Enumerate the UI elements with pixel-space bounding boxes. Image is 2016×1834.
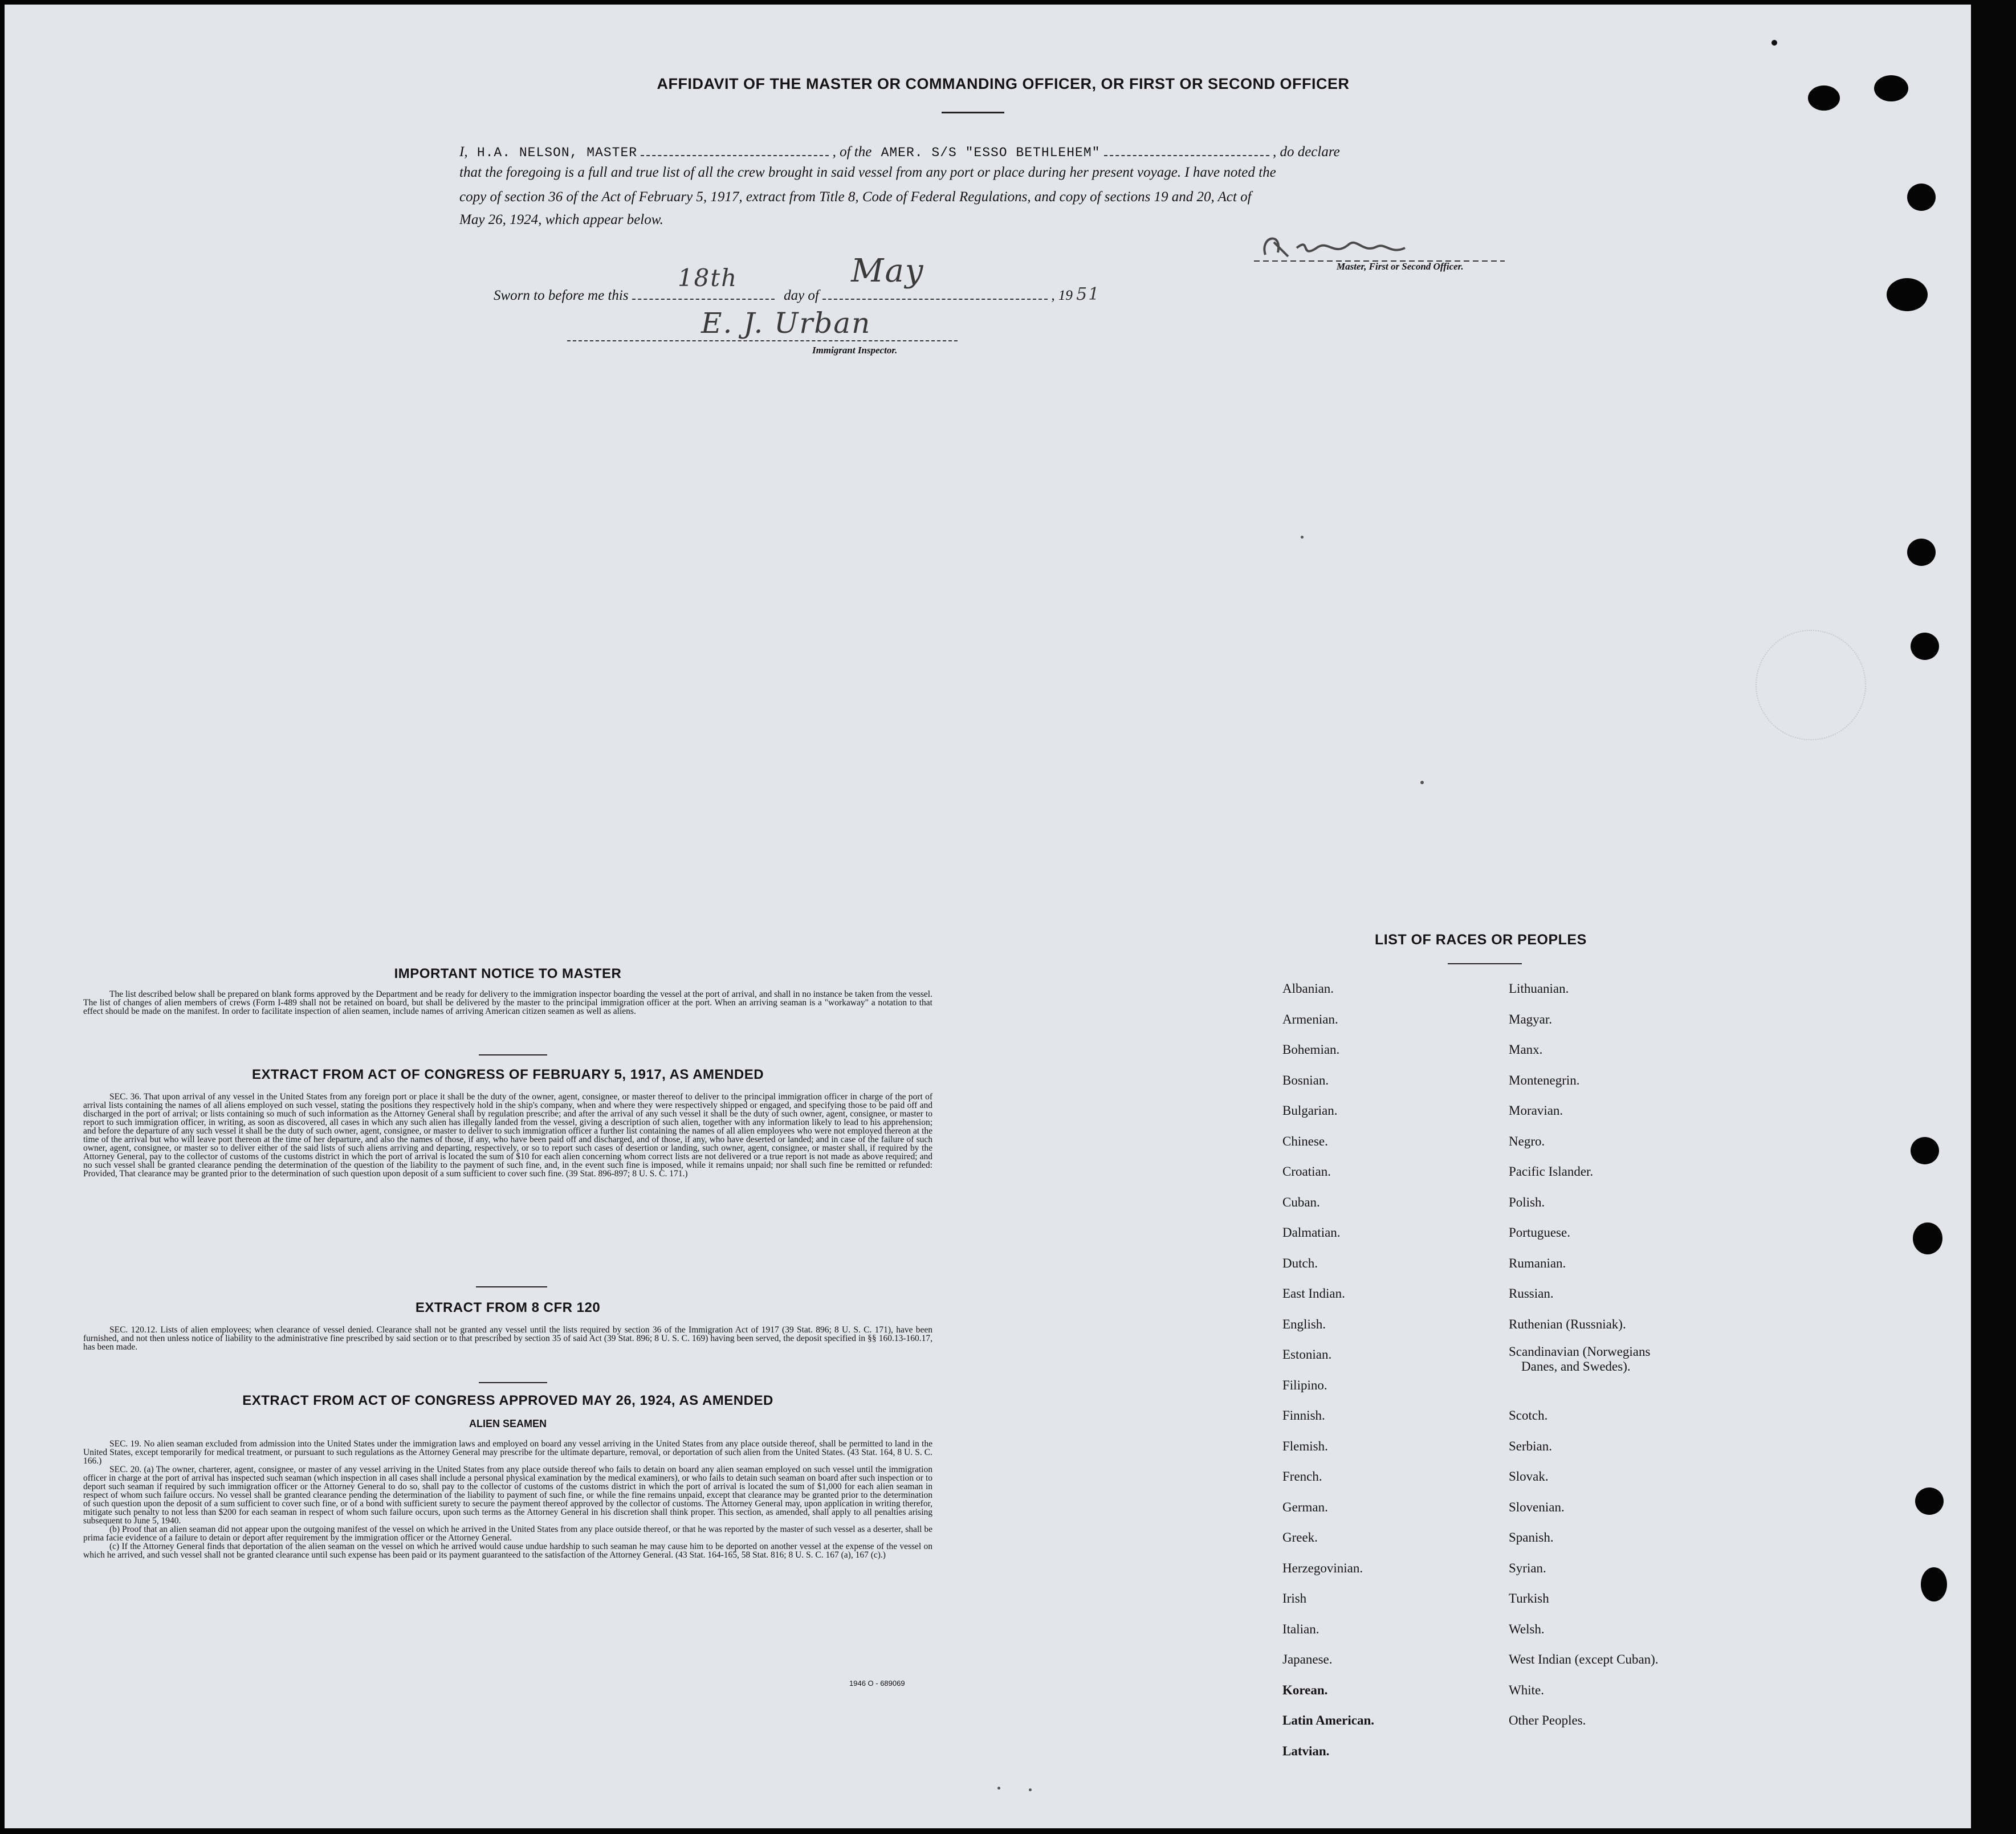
race-item: Russian. (1509, 1286, 1554, 1301)
punch-hole (1808, 85, 1840, 111)
race-item: Other Peoples. (1509, 1713, 1586, 1727)
punch-hole (1915, 1487, 1944, 1515)
race-item: Manx. (1509, 1042, 1543, 1057)
race-item: Bohemian. (1282, 1042, 1340, 1057)
affidavit-line-4: May 26, 1924, which appear below. (459, 212, 663, 227)
notice-paragraph: The list described below shall be prepared on blank forms approved by the Department and be ready for delivery to the immigration inspector boarding the vessel at the port of arrival, and shall in no instance be taken from the vessel. The list of changes of alien members of crews (Form I-489 shall not be retained on board, but shall be delivered by the master to the principal immigration officer at the port. When an arriving seaman is a "workaway" a notation to that effect should be made on the manifest. In order to facilitate inspection of alien seamen, include names of arriving American citizen seamen as well as aliens. (83, 989, 932, 1016)
race-item: Latvian. (1282, 1743, 1330, 1758)
print-code: 1946 O - 689069 (849, 1679, 905, 1688)
punch-hole (1911, 633, 1939, 660)
sworn-month: May (851, 252, 924, 290)
races-heading: LIST OF RACES OR PEOPLES (1375, 932, 1587, 948)
race-item: Cuban. (1282, 1195, 1320, 1209)
race-item: Armenian. (1282, 1012, 1338, 1026)
extract-cfr-heading: EXTRACT FROM 8 CFR 120 (415, 1300, 601, 1315)
sworn-year: 51 (1076, 284, 1101, 304)
race-item: Chinese. (1282, 1134, 1328, 1148)
sec-20c-paragraph: (c) If the Attorney General finds that deportation of the alien seaman on the vessel on which he arrived would cause undue hardship to such seaman he may cause him to be deported on another vessel at the expense of the vessel on which he arrived, and such vessel shall not be granted clearance until such expense has been paid or its payment guaranteed to the satisfaction of the Attorney General. (43 Stat. 164-165, 58 Stat. 816; 8 U. S. C. 167 (a), 167 (c).) (83, 1542, 932, 1560)
section-rule (479, 1382, 547, 1383)
race-item: Latin American. (1282, 1713, 1374, 1727)
race-item: Korean. (1282, 1682, 1328, 1697)
race-item: Japanese. (1282, 1652, 1333, 1666)
sworn-prefix: Sworn to before me this (494, 288, 629, 303)
punch-hole (1913, 1222, 1942, 1254)
section-rule (479, 1054, 547, 1055)
race-item: Flemish. (1282, 1438, 1328, 1453)
do-declare-label: , do declare (1272, 144, 1340, 160)
punch-hole (1874, 75, 1908, 101)
affidavit-prefix: I, (459, 144, 468, 160)
sworn-day: 18th (677, 264, 738, 292)
scan-speck (1771, 40, 1777, 46)
race-item: Spanish. (1509, 1530, 1554, 1544)
race-item: Herzegovinian. (1282, 1560, 1363, 1575)
race-item: Portuguese. (1509, 1225, 1570, 1240)
race-item: Finnish. (1282, 1408, 1325, 1423)
day-of-label: day of (784, 288, 819, 303)
punch-hole (1911, 1137, 1939, 1164)
affidavit-line-2: that the foregoing is a full and true list of all the crew brought in said vessel from any port or place during her present voyage. I have noted the (459, 165, 1276, 180)
race-item: Bosnian. (1282, 1073, 1329, 1087)
notice-text (83, 990, 932, 1016)
master-signature-caption: Master, First or Second Officer. (1337, 261, 1464, 272)
race-item: Rumanian. (1509, 1256, 1566, 1270)
race-item: Danes, and Swedes). (1521, 1359, 1631, 1374)
race-item: West Indian (except Cuban). (1509, 1652, 1659, 1666)
scan-speck (1420, 781, 1424, 784)
section-rule (476, 1286, 547, 1287)
race-item: Dalmatian. (1282, 1225, 1341, 1240)
race-item: Moravian. (1509, 1103, 1563, 1118)
sec-20a-paragraph: SEC. 20. (a) The owner, charterer, agent, consignee, or master of any vessel arriving in the United States from any place outside thereof who fails to detain on board any alien seaman employed on such vessel until the immigration officer in charge at the port of arrival has inspected such seaman (which inspection in all cases shall include a personal physical examination by the medical examiners), or who fails to detain such seaman on board after such inspection or to deport such seaman if required by such immigration officer or the Attorney General to do so, shall pay to the collector of customs of the customs district in which the port of arrival is located the sum of $1,000 for each alien seaman in respect of whom such failure occurs. No vessel shall be granted clearance pending the determination of the liability to payment of such fine, or while the fine remains unpaid, except that clearance may be granted prior to the determination of such question upon the deposit of a sum sufficient to cover such fine, or of a bond with sufficient surety to secure the payment thereof approved by the collector of customs. The Attorney General may, upon application in writing therefor, mitigate such penalty to not less than $200 for each seaman in respect of whom such failure occurs, upon such terms as the Attorney General in his discretion shall think proper. This section, as amended, shall apply to all penalties arising subsequent to June 5, 1940. (83, 1465, 932, 1526)
inspector-signature: E. J. Urban (701, 307, 871, 340)
race-item: Magyar. (1509, 1012, 1553, 1026)
extract-cfr-paragraph: SEC. 120.12. Lists of alien employees; when clearance of vessel denied. Clearance shall not be granted any vessel until the lists required by section 36 of the Immigration Act of 1917 (39 Stat. 896; 8 U. S. C. 171), have been furnished, and not then unless notice of liability to the administrative fine prescribed by said section or to that prescribed by section 35 of said Act (39 Stat. 896; 8 U. S. C. 169) having been served, the deposit specified in §§ 160.13-160.17, has been made. (83, 1325, 932, 1352)
affidavit-line-1 (459, 141, 1340, 164)
title-rule (942, 112, 1004, 113)
race-item: Turkish (1509, 1591, 1549, 1605)
year-prefix: , 19 (1051, 288, 1073, 303)
scan-speck (1029, 1788, 1032, 1791)
scan-speck (1301, 536, 1304, 539)
punch-hole (1907, 539, 1936, 566)
extract-1917-text (83, 1093, 932, 1178)
scan-speck (997, 1787, 1000, 1790)
punch-hole (1907, 184, 1936, 211)
race-item: Filipino. (1282, 1377, 1327, 1392)
extract-1917-paragraph: SEC. 36. That upon arrival of any vessel in the United States from any foreign port or place it shall be the duty of the owner, agent, consignee, or master thereof to deliver to the principal immigration officer in charge of the port of arrival lists containing the names of all aliens employed on such vessel, stating the positions they respectively hold in the ship's company, when and where they were respectively shipped or engaged, and specifying those to be paid off and discharged in the port of arrival; or lists containing so much of such information as the Attorney General shall by regulation prescribe; and after the arrival of any such vessel it shall be the duty of such owner, agent, consignee, or master to report to such immigration officer, in writing, as soon as discovered, all cases in which any such alien has illegally landed from the vessel, giving a description of such alien, together with any information likely to lead to his apprehension; and before the departure of any such vessel it shall be the duty of such owner, agent, consignee, or master to deliver to such immigration officer a further list containing the names of all alien employees who were not employed thereon at the time of the arrival but who will leave port thereon at the time of her departure, and also the names of those, if any, who have been paid off and discharged, and of those, if any, who have deserted or landed; and in case of the failure of such owner, agent, consignee, or master so to deliver either of the said lists of such aliens arriving and departing, respectively, or so to report such cases of desertion or landing, such owner, agent, consignee, or master shall, if required by the Attorney General, pay to the collector of customs of the customs district in which the port of arrival is located the sum of $10 for each alien concerning whom correct lists are not delivered or a true report is not made as above required; and no such vessel shall be granted clearance pending the determination of the question of the liability to the payment of such fine, and, in the event such fine is imposed, while it remains unpaid; nor shall such fine be remitted or refunded: Provided, That clearance may be granted prior to the determination of such question upon deposit of a sum sufficient to cover such fine. (39 Stat. 896-897; 8 U. S. C. 171.) (83, 1092, 932, 1179)
race-item: Irish (1282, 1591, 1307, 1605)
race-item: Slovenian. (1509, 1499, 1565, 1514)
race-item: Lithuanian. (1509, 981, 1569, 996)
race-item: Negro. (1509, 1134, 1545, 1148)
affidavit-title: AFFIDAVIT OF THE MASTER OR COMMANDING OFFICER, OR FIRST OR SECOND OFFICER (657, 75, 1350, 92)
races-right-column (1509, 981, 1771, 1762)
race-item: White. (1509, 1682, 1544, 1697)
sec-20b-paragraph: (b) Proof that an alien seaman did not appear upon the outgoing manifest of the vessel on which he arrived in the United States from any place outside thereof, or that he was reported by the master of such vessel as a deserter, shall be prima facie evidence of a failure to detain or deport after requirement by the immigration officer or the Attorney General. (83, 1525, 932, 1543)
of-the-label: , of the (832, 144, 872, 160)
race-item: Polish. (1509, 1195, 1545, 1209)
extract-1917-heading: EXTRACT FROM ACT OF CONGRESS OF FEBRUARY 5, 1917, AS AMENDED (251, 1067, 764, 1082)
race-item: Estonian. (1282, 1347, 1332, 1362)
faded-stamp (1756, 630, 1866, 740)
punch-hole (1921, 1567, 1947, 1601)
punch-hole (1887, 278, 1928, 311)
vessel-name: AMER. S/S "ESSO BETHLEHEM" (881, 145, 1101, 160)
sworn-month-line (822, 252, 1048, 300)
race-item: Italian. (1282, 1621, 1319, 1636)
race-item: Montenegrin. (1509, 1073, 1580, 1087)
race-item: French. (1282, 1469, 1322, 1483)
race-item: English. (1282, 1317, 1326, 1331)
scan-border (1971, 0, 2016, 1834)
race-item: Serbian. (1509, 1438, 1553, 1453)
sec-19-paragraph: SEC. 19. No alien seaman excluded from admission into the United States under the immigration laws and employed on board any vessel arriving in the United States from any place outside thereof, shall be permitted to land in the United States, except temporarily for medical treatment, or pursuant to such regulations as the Attorney General may prescribe for the ultimate departure, removal, or deportation of such alien from the United States. (43 Stat. 164, 8 U. S. C. 166.) (83, 1439, 932, 1466)
inspector-caption: Immigrant Inspector. (812, 345, 898, 356)
races-left-column (1282, 981, 1510, 1762)
extract-1924-subheading: ALIEN SEAMEN (469, 1418, 547, 1429)
race-item: Dutch. (1282, 1256, 1318, 1270)
race-item: Ruthenian (Russniak). (1509, 1317, 1626, 1331)
master-name: H.A. NELSON, MASTER (476, 145, 638, 160)
sworn-line (494, 252, 1101, 307)
extract-cfr-text (83, 1326, 932, 1351)
notice-heading: IMPORTANT NOTICE TO MASTER (394, 966, 622, 981)
race-item: Slovak. (1509, 1469, 1549, 1483)
affidavit-line-3: copy of section 36 of the Act of February 5, 1917, extract from Title 8, Code of Federal Regulations, and copy of sections 19 and 20, Act of (459, 189, 1252, 205)
race-item: Bulgarian. (1282, 1103, 1338, 1118)
race-item: Albanian. (1282, 981, 1334, 996)
race-item: Pacific Islander. (1509, 1164, 1594, 1179)
race-item: Scandinavian (Norwegians (1509, 1344, 1651, 1359)
extract-1924-text (83, 1440, 932, 1559)
race-item: Croatian. (1282, 1164, 1331, 1179)
inspector-signature-line (567, 340, 958, 341)
race-item: Welsh. (1509, 1621, 1545, 1636)
race-item: Scotch. (1509, 1408, 1548, 1423)
races-heading-rule (1448, 963, 1522, 964)
race-item: Greek. (1282, 1530, 1318, 1544)
sworn-day-line (632, 264, 775, 300)
vessel-name-line (1104, 141, 1269, 156)
extract-1924-heading: EXTRACT FROM ACT OF CONGRESS APPROVED MAY 26, 1924, AS AMENDED (242, 1393, 773, 1408)
race-item: East Indian. (1282, 1286, 1345, 1301)
race-item: German. (1282, 1499, 1328, 1514)
race-item: Syrian. (1509, 1560, 1546, 1575)
master-name-line (641, 141, 829, 156)
